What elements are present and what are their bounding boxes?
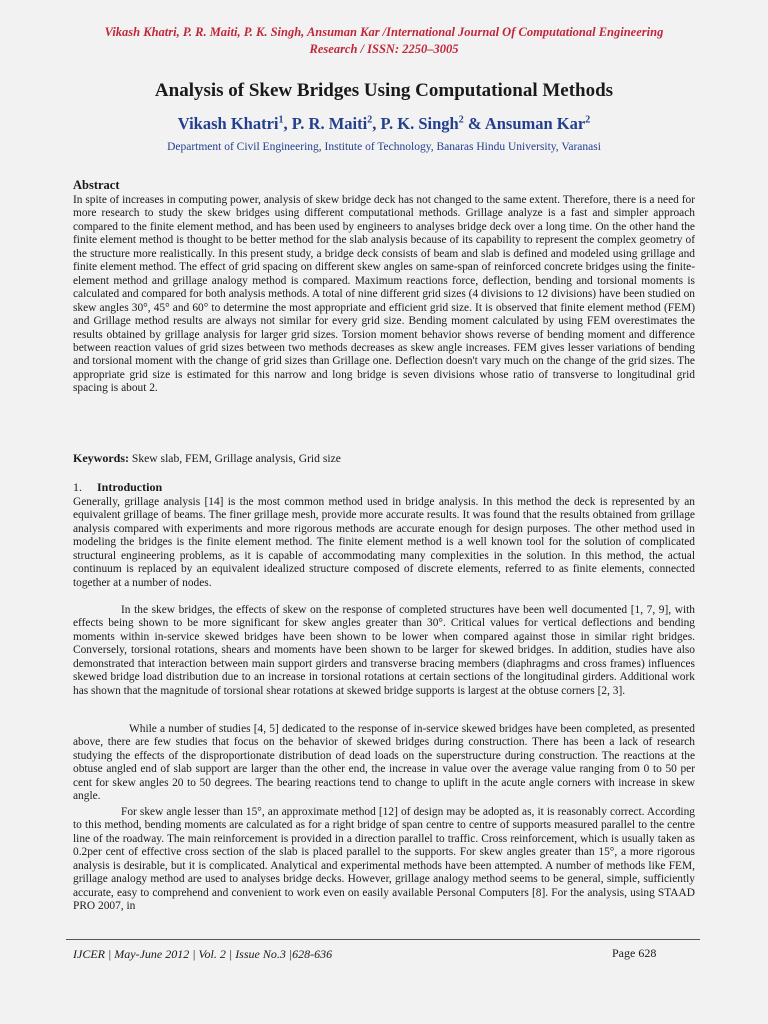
intro-paragraph-1: Generally, grillage analysis [14] is the most common method used in bridge analysis. In this method the deck is represented by an equivalent grillage of beams. The finer grillage mesh, provide more accurate results. It was found that the results obtained from grillage analysis compared with experiments and more rigorous methods are accurate enough for design purposes. The other method used in modeling the bridges is the finite element method. The finite element method is a well known tool for the solution of complicated structural engineering problems, as it is capable of accommodating many complexities in the solution. In this method, the actual continuum is replaced by an equivalent idealized structure composed of discrete elements, referred to as finite elements, connected together at a number of nodes. [73,496,695,589]
keywords-label: Keywords: [73,451,129,465]
author-name: P. R. Maiti [291,114,368,133]
intro-paragraph-2: In the skew bridges, the effects of skew on the response of completed structures have been well documented [1, 7, 9], with effects being shown to be more significant for skew angles greater than 30°. Critical values for vertical deflections and bending moments within in-service skewed bridges have been shown to be lower when compared against those in similar right bridges. Conversely, torsional rotations, shears and moments have been shown to be larger for skewed bridges. In addition, studies have also demonstrated that interaction between main support girders and transverse bracing members (diaphragms and cross frames) influences skewed bridge load distribution due to an increase in torsional rotations at certain sections of the longitudinal girders. Additional work has shown that the magnitude of torsional shear rotations at skewed bridge supports is largest at the obtuse corners [2, 3]. [73,604,695,697]
section-title: Introduction [97,480,163,494]
footer-journal-info: IJCER | May-June 2012 | Vol. 2 | Issue No.3 |628-636 [73,947,333,961]
author-list [40,114,728,134]
abstract-heading: Abstract [73,178,120,192]
page-number: Page 628 [612,946,657,960]
keywords-text: Skew slab, FEM, Grillage analysis, Grid size [129,452,341,465]
author-affil-mark: 2 [585,114,591,126]
author-name: Vikash Khatri [177,114,279,133]
author-affil-mark: 1 [278,114,284,126]
intro-paragraph-3: While a number of studies [4, 5] dedicated to the response of in-service skewed bridges have been completed, as presented above, there are few studies that focus on the behavior of skewed bridges during construction. There has been a lack of research studying the effects of the disproportionate distribution of dead loads on the superstructure during construction. The reactions at the obtuse angled end of slab support are larger than the other end, the increase in value over the average value ranging from 0 to 50 per cent for skew angles 20 to 50 degrees. The bearing reactions tend to change to uplift in the acute angle corners with increase in skew angle. [73,723,695,803]
footer-divider [66,939,700,940]
author-separator: , [283,114,292,133]
author-name: P. K. Singh [380,114,459,133]
author-affil-mark: 2 [367,114,373,126]
author-separator: , [372,114,381,133]
paper-title: Analysis of Skew Bridges Using Computational Methods [154,80,614,101]
author-affil-mark: 2 [458,114,464,126]
intro-paragraph-4: For skew angle lesser than 15°, an approximate method [12] of design may be adopted as, it is reasonably correct. According to this method, bending moments are calculated as for a right bridge of span centre to centre of supports measured parallel to the centre line of the roadway. The main reinforcement is provided in a direction parallel to traffic. Cross reinforcement, which is usually taken as 0.2per cent of effective cross section of the slab is placed parallel to the supports. For skew angles greater than 15°, a more rigorous analysis is desirable, but it is complicated. Analytical and experimental methods have been attempted. A number of methods like FEM, grillage analogy method are used to analyses bridge decks. However, grillage analogy method seems to be general, simple, sufficiently accurate, easy to comprehend and convenient to work even on easily available Personal Computers [8]. For the analysis, using STAAD PRO 2007, in [73,806,695,913]
abstract-text: In spite of increases in computing power, analysis of skew bridge deck has not changed to the same extent. Therefore, there is a need for more research to study the skew bridges using different computational methods. Grillage analyze is a fast and simpler approach compared to the finite element method, and has been used by engineers to analyses bridge deck over a long time. On the other hand the finite element method is thought to be better method for the slab analysis because of its capability to represent the complex geometry of the structure more realistically. In this present study, a bridge deck consists of beam and slab is defined and modeled using grillage and finite element method. The effect of grid spacing on different skew angles on same-span of reinforced concrete bridges using the finite-element method and grillage analogy method is compared. Maximum reactions force, deflection, bending and torsional moments is calculated and compared for both analysis methods. A total of nine different grid sizes (4 divisions to 12 divisions) have been studied on skew angles 30°, 45° and 60° to determine the most appropriate and efficient grid size. It is observed that finite element method (FEM) and Grillage method results are always not similar for every grid size. Bending moment calculated by using FEM overestimates the results obtained by grillage analysis for larger grid sizes. Torsion moment behavior shows reverse of bending moment and difference between reaction values of grid sizes between two methods decreases as skew angle increases. FEM gives lesser variations of bending and torsional moment with the change of grid sizes than Grillage one. Deflection doesn't vary much on the change of the grid sizes. The appropriate grid size is estimated for this narrow and long bridge is seven divisions whose ratio of transverse to longitudinal grid spacing is about 2. [73,194,695,395]
section-number: 1. [73,480,82,494]
running-head-line-1: Vikash Khatri, P. R. Maiti, P. K. Singh, Ansuman Kar /International Journal Of Computational Engineering [104,25,664,39]
section-heading-introduction [73,480,162,495]
running-head-line-2: Research / ISSN: 2250–3005 [309,42,459,56]
running-head [40,24,728,58]
author-name: Ansuman Kar [484,114,586,133]
affiliation: Department of Civil Engineering, Institute of Technology, Banaras Hindu University, Varanasi [167,141,601,153]
author-separator: & [463,114,485,133]
keywords [73,451,341,466]
